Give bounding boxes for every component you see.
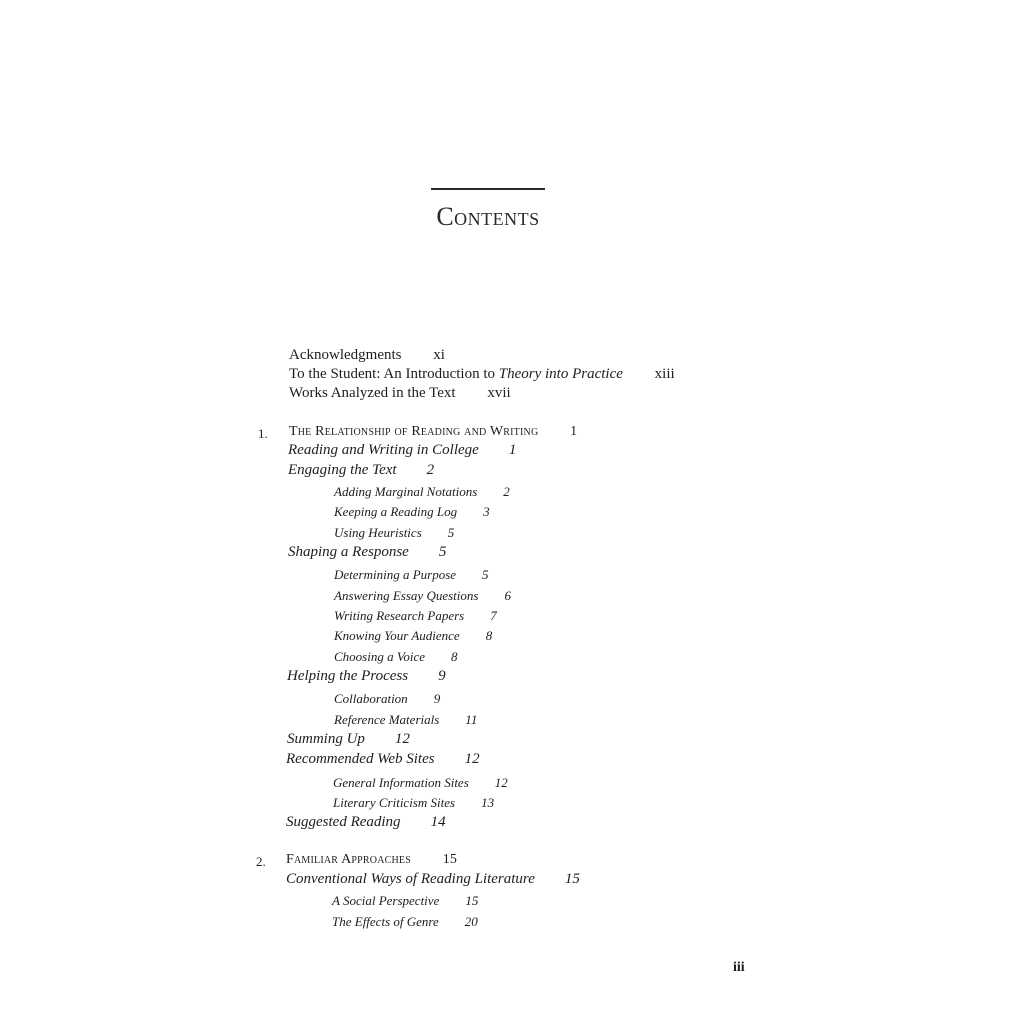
entry-page: xvii bbox=[487, 385, 511, 401]
toc-subentry bbox=[334, 692, 440, 705]
chapter-page: 1 bbox=[570, 424, 578, 439]
entry-label: Adding Marginal Notations bbox=[334, 484, 478, 499]
toc-entry-to-the-student bbox=[289, 367, 675, 382]
heading-rule bbox=[431, 188, 545, 190]
entry-page: 8 bbox=[485, 628, 493, 643]
entry-label: Writing Research Papers bbox=[334, 608, 465, 623]
entry-page: 14 bbox=[430, 814, 446, 830]
chapter-title: Familiar Approaches bbox=[286, 852, 411, 867]
entry-page: 6 bbox=[504, 588, 511, 603]
page-number: iii bbox=[733, 960, 745, 975]
chapter-number: 1. bbox=[258, 426, 268, 441]
toc-entry bbox=[287, 669, 446, 684]
chapter-title-row bbox=[286, 853, 457, 867]
entry-page: 15 bbox=[564, 871, 580, 887]
entry-page: 3 bbox=[483, 504, 490, 519]
toc-subentry bbox=[334, 650, 458, 663]
entry-page: 2 bbox=[426, 462, 435, 478]
toc-entry bbox=[286, 752, 480, 767]
toc-subentry bbox=[334, 609, 497, 622]
entry-label: Summing Up bbox=[287, 731, 365, 747]
entry-page: 5 bbox=[482, 567, 489, 582]
entry-page: xiii bbox=[654, 366, 675, 382]
toc-entry bbox=[288, 443, 516, 458]
entry-label: Engaging the Text bbox=[288, 462, 397, 478]
entry-label: Recommended Web Sites bbox=[286, 751, 435, 767]
entry-label: Suggested Reading bbox=[286, 814, 401, 830]
entry-label: General Information Sites bbox=[333, 775, 469, 790]
toc-subentry bbox=[332, 915, 478, 928]
entry-label: Literary Criticism Sites bbox=[333, 795, 456, 810]
entry-label: Works Analyzed in the Text bbox=[289, 385, 456, 401]
entry-label: Shaping a Response bbox=[288, 544, 409, 560]
toc-entry bbox=[288, 463, 434, 478]
toc-subentry bbox=[334, 568, 489, 581]
entry-label: Keeping a Reading Log bbox=[334, 504, 458, 519]
entry-label: Using Heuristics bbox=[334, 525, 422, 540]
toc-entry-works-analyzed bbox=[289, 386, 511, 401]
toc-entry bbox=[286, 872, 580, 887]
entry-page: 1 bbox=[508, 442, 517, 458]
entry-label: The Effects of Genre bbox=[332, 914, 439, 929]
entry-label: Answering Essay Questions bbox=[334, 588, 479, 603]
entry-page: 5 bbox=[438, 544, 447, 560]
entry-page: 11 bbox=[465, 712, 478, 727]
entry-label: Acknowledgments bbox=[289, 347, 402, 363]
chapter-number: 2. bbox=[256, 854, 266, 869]
entry-page: 15 bbox=[465, 893, 479, 908]
entry-page: 12 bbox=[394, 731, 410, 747]
toc-subentry bbox=[332, 894, 478, 907]
toc-subentry bbox=[334, 629, 492, 642]
entry-page: 8 bbox=[451, 649, 458, 664]
chapter-page: 15 bbox=[442, 852, 458, 867]
entry-page: 2 bbox=[503, 484, 510, 499]
toc-entry-acknowledgments bbox=[289, 348, 445, 363]
toc-subentry bbox=[334, 526, 454, 539]
entry-page: 12 bbox=[464, 751, 480, 767]
toc-subentry bbox=[334, 505, 490, 518]
page-title: Contents bbox=[436, 202, 540, 231]
entry-label: Reading and Writing in College bbox=[288, 442, 479, 458]
toc-entry bbox=[287, 732, 410, 747]
entry-label: A Social Perspective bbox=[332, 893, 440, 908]
toc-entry bbox=[288, 545, 446, 560]
entry-label: Conventional Ways of Reading Literature bbox=[286, 871, 535, 887]
entry-page: 9 bbox=[433, 691, 441, 706]
entry-label: Reference Materials bbox=[334, 712, 440, 727]
toc-subentry bbox=[333, 776, 508, 789]
entry-page: 13 bbox=[481, 795, 495, 810]
entry-label: Knowing Your Audience bbox=[334, 628, 460, 643]
entry-page: 9 bbox=[438, 668, 446, 684]
entry-label: To the Student: An Introduction to bbox=[289, 366, 499, 382]
entry-label: Collaboration bbox=[334, 691, 408, 706]
entry-page: 5 bbox=[447, 525, 455, 540]
entry-label-italic: Theory into Practice bbox=[498, 366, 623, 382]
toc-subentry bbox=[334, 485, 510, 498]
entry-page: 12 bbox=[494, 775, 508, 790]
entry-label: Choosing a Voice bbox=[334, 649, 425, 664]
toc-entry bbox=[286, 815, 446, 830]
chapter-title-row bbox=[289, 425, 577, 439]
entry-label: Determining a Purpose bbox=[334, 567, 457, 582]
toc-subentry bbox=[334, 713, 477, 726]
entry-page: 7 bbox=[490, 608, 497, 623]
entry-page: 20 bbox=[464, 914, 478, 929]
toc-subentry bbox=[333, 796, 494, 809]
chapter-title: The Relationship of Reading and Writing bbox=[289, 424, 539, 439]
entry-label: Helping the Process bbox=[287, 668, 409, 684]
toc-subentry bbox=[334, 589, 511, 602]
entry-page: xi bbox=[433, 347, 445, 363]
